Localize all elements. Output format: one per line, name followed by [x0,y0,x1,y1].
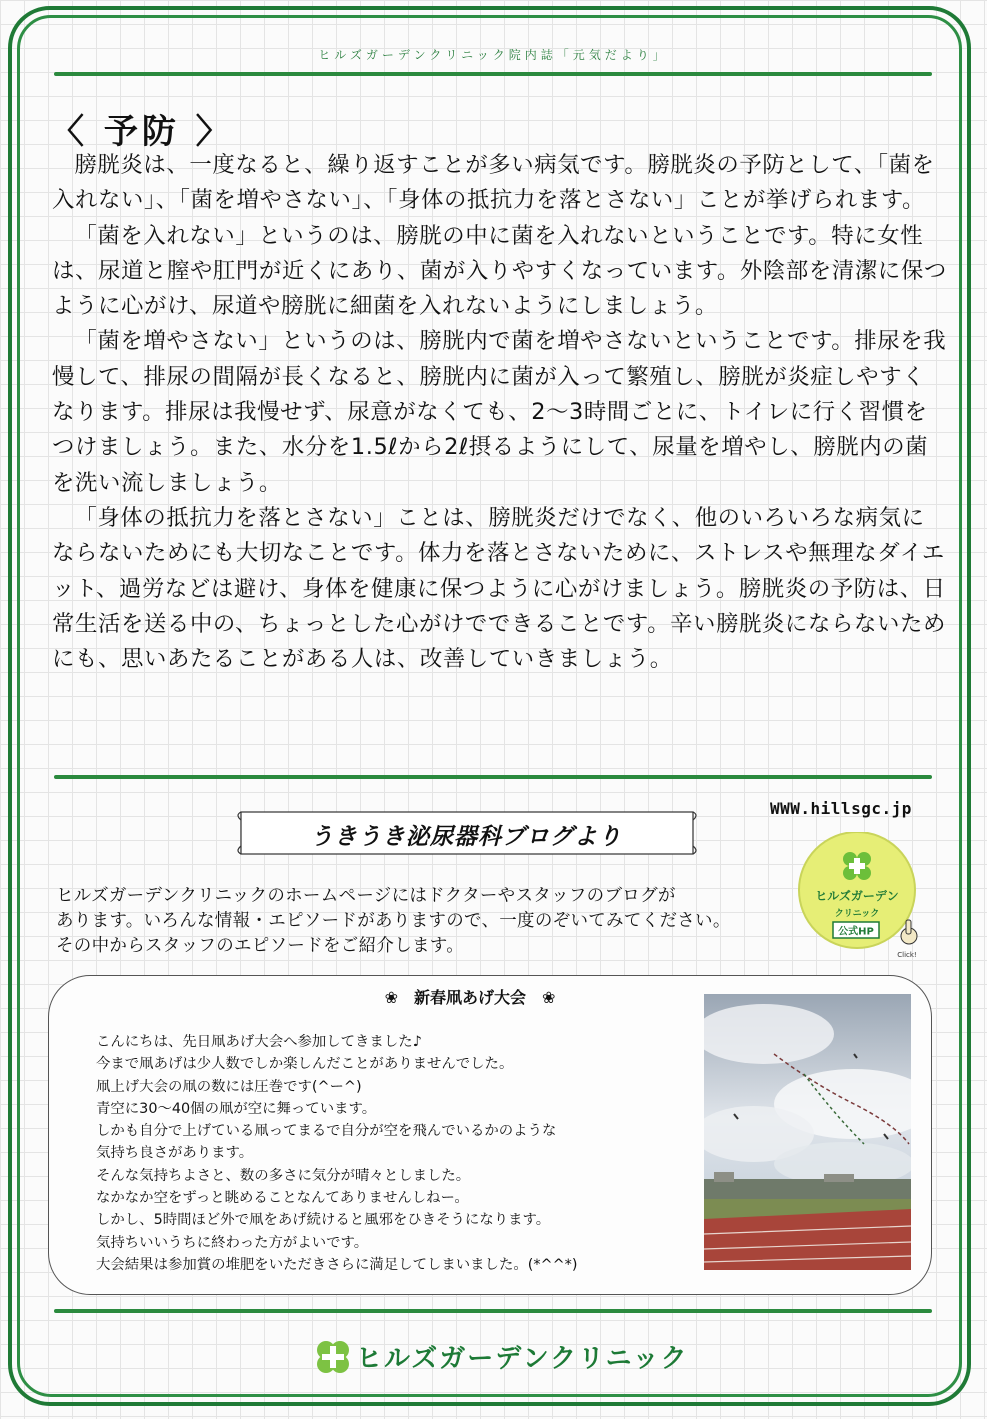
story-line: 青空に30～40個の凧が空に舞っています。 [96,1100,377,1117]
badge-name: ヒルズガーデン [815,889,899,903]
clover-logo-icon [313,1337,353,1377]
blog-intro [56,884,796,959]
official-hp-badge[interactable] [795,832,925,960]
story-title: ❀ 新春凧あげ大会 ❀ [384,988,556,1007]
footer-divider [54,1309,932,1313]
blog-banner-title: うきうき泌尿器科ブログより [310,824,622,850]
blog-intro-line: ヒルズガーデンクリニックのホームページにはドクターやスタッフのブログが [56,886,676,906]
story-line: 今まで凧あげは少人数でしか楽しんだことがありませんでした。 [96,1056,514,1073]
footer-clinic-name: ヒルズガーデンクリニック [356,1344,689,1374]
story-line: そんな気持ちよさと、数の多さに気分が晴々としました。 [96,1167,471,1184]
newsletter-title: ヒルズガーデンクリニック院内誌「元気だより」 [318,48,669,62]
story-line: しかし、5時間ほど外で凧をあげ続けると風邪をひきそうになります。 [96,1212,551,1229]
prevention-paragraph: 「身体の抵抗力を落とさない」ことは、膀胱炎だけでなく、他のいろいろな病気にならないためにも大切なことです。体力を落とさないために、ストレスや無理なダイエット、過労などは避け、身体を健康に保つように心がけましょう。膀胱炎の予防は、日常生活を送る中の、ちょっとした心がけでできることです。辛い膀胱炎にならないためにも、思いあたることがある人は、改善していきましょう。 [52,504,946,673]
prevention-body [52,148,947,677]
story-line: しかも自分で上げている凧ってまるで自分が空を飛んでいるかのような [96,1123,557,1140]
story-line: なかなか空をずっと眺めることなんてありませんしねー。 [96,1190,469,1207]
prevention-paragraph: 膀胱炎は、一度なると、繰り返すことが多い病気です。膀胱炎の予防として、「菌を入れない」、「菌を増やさない」、「身体の抵抗力を落とさない」ことが挙げられます。 [52,152,935,214]
website-url[interactable]: WWW.hillsgc.jp [770,799,912,818]
blog-banner [233,806,699,860]
blog-intro-line: その中からスタッフのエピソードをご紹介します。 [56,936,464,956]
section-heading-prevention: 〈 予防 〉 [50,112,234,152]
story-text [96,1031,696,1276]
prevention-paragraph: 「菌を入れない」というのは、膀胱の中に菌を入れないということです。特に女性は、尿道と膣や肛門が近くにあり、菌が入りやすくなっています。外陰部を清潔に保つように心がけ、尿道や膀胱に細菌を入れないようにしましょう。 [52,222,947,320]
badge-sub: クリニック [834,909,880,919]
header-divider [54,72,932,76]
story-line: 気持ちいいうちに終わった方がよいです。 [96,1234,369,1251]
story-line: 凧上げ大会の凧の数には圧巻です(^ー^) [96,1078,362,1095]
kite-festival-photo [704,994,911,1270]
blog-intro-line: あります。いろんな情報・エピソードがありますので、一度のぞいてみてください。 [56,911,731,931]
prevention-paragraph: 「菌を増やさない」というのは、膀胱内で菌を増やさないということです。排尿を我慢して、排尿の間隔が長くなると、膀胱内に菌が入って繁殖し、膀胱が炎症しやすくなります。排尿は我慢せず、尿意がなくても、2～3時間ごとに、トイレに行く習慣をつけましょう。また、水分を1.5ℓから2ℓ摂るようにして、尿量を増やし、膀胱内の菌を洗い流しましょう。 [52,328,947,496]
badge-click: Click! [897,951,917,959]
badge-label: 公式HP [838,926,874,938]
story-line: 大会結果は参加賞の堆肥をいただきさらに満足してしまいました。(*^^*) [96,1256,578,1273]
story-line: こんにちは、先日凧あげ大会へ参加してきました♪ [96,1034,422,1050]
section-divider [54,775,932,779]
story-line: 気持ち良さがあります。 [96,1145,254,1162]
